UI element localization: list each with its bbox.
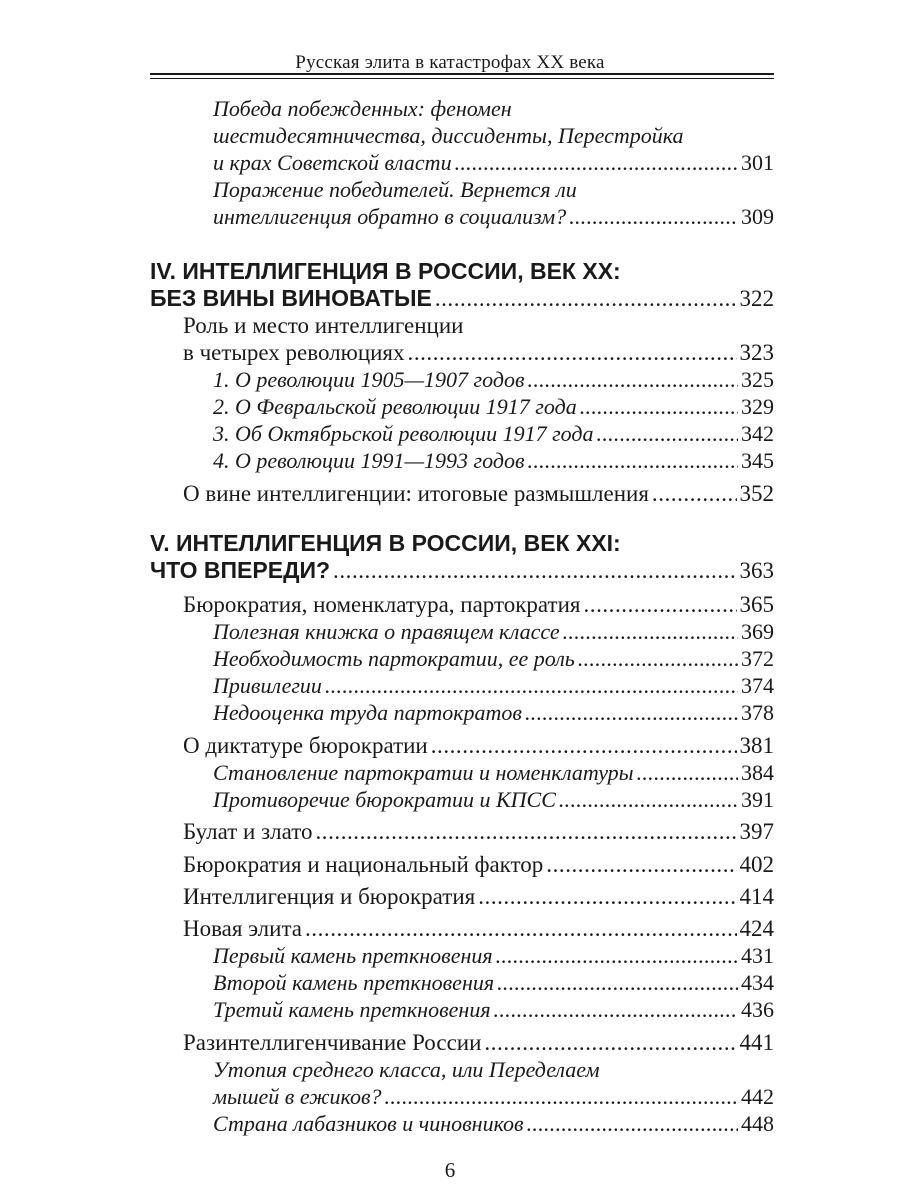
- toc-entry-title: Привилегии: [213, 673, 322, 698]
- dot-leader: [527, 1110, 738, 1137]
- dot-leader: [559, 786, 738, 813]
- toc-page-number: 322: [739, 286, 774, 311]
- dot-leader: [435, 285, 737, 312]
- toc-page-number: 329: [741, 394, 774, 419]
- toc-entry-polez: [213, 618, 774, 645]
- toc-entry-title: 2. О Февральской революции 1917 года: [213, 394, 577, 419]
- toc-entry-kamen1: [213, 942, 774, 969]
- toc-page-number: 436: [741, 997, 774, 1022]
- toc-page-number: 442: [741, 1084, 774, 1109]
- toc-entry-title: БЕЗ ВИНЫ ВИНОВАТЫЕ: [150, 285, 432, 311]
- toc-entry-title: Второй камень преткновения: [213, 970, 495, 995]
- running-head: Русская элита в катастрофах XX века: [295, 52, 605, 73]
- dot-leader: [569, 203, 738, 230]
- toc-entry-title: О диктатуре бюрократии: [183, 733, 428, 758]
- toc-entry-title: О вине интеллигенции: итоговые размышления: [183, 481, 649, 506]
- toc-entry-title: Интеллигенция и бюрократия: [183, 884, 476, 909]
- toc-entry-title: Бюрократия, номенклатура, партократия: [183, 592, 581, 617]
- toc-page-number: 323: [739, 340, 774, 365]
- toc-entry-novelita: [183, 915, 774, 942]
- toc-page-number: 342: [741, 421, 774, 446]
- toc-page-number: 365: [739, 592, 774, 617]
- toc-page-number: 309: [741, 204, 774, 229]
- dot-leader: [597, 420, 738, 447]
- dot-leader: [497, 969, 738, 996]
- toc-entry-nedoots: [213, 699, 774, 726]
- toc-page-number: 441: [739, 1030, 774, 1055]
- toc-page-number: 378: [741, 700, 774, 725]
- toc-entry-title: и крах Советской власти: [213, 150, 452, 175]
- toc-entry-strana: [213, 1110, 774, 1137]
- dot-leader: [455, 149, 738, 176]
- toc-entry-title: 4. О революции 1991—1993 годов: [213, 448, 525, 473]
- toc-entry-razint: [183, 1029, 774, 1056]
- toc-entry-title: Полезная книжка о правящем классе: [213, 619, 560, 644]
- page-number: 6: [444, 1158, 456, 1182]
- dot-leader: [484, 1029, 736, 1056]
- toc-entry-title: Разинтеллигенчивание России: [183, 1030, 482, 1055]
- toc-entry-rev4: [213, 447, 774, 474]
- dot-leader: [305, 915, 737, 942]
- toc-page-number: 381: [739, 733, 774, 758]
- toc-entry-pobeda: [213, 149, 774, 176]
- toc-entry-vina: [183, 480, 774, 507]
- toc-entry-pobeda-line1: Победа побежденных: феномен: [213, 96, 512, 121]
- toc-page-number: 391: [741, 787, 774, 812]
- dot-leader: [652, 480, 737, 507]
- toc-entry-utop: [213, 1083, 774, 1110]
- toc-entry-rev1: [213, 366, 774, 393]
- toc-entry-title: в четырех революциях: [183, 340, 405, 365]
- dot-leader: [478, 883, 736, 910]
- dot-leader: [408, 339, 737, 366]
- toc-page-number: 352: [739, 481, 774, 506]
- toc-entry-title: Противоречие бюрократии и КПСС: [213, 787, 556, 812]
- toc-entry-stanovl: [213, 759, 774, 786]
- dot-leader: [583, 591, 736, 618]
- dot-leader: [580, 393, 738, 420]
- dot-leader: [563, 618, 738, 645]
- dot-leader: [637, 759, 738, 786]
- toc-entry-kamen2: [213, 969, 774, 996]
- toc-entry-intbyuro: [183, 883, 774, 910]
- toc-entry-title: интеллигенция обратно в социализм?: [213, 204, 567, 229]
- toc-entry-protiv: [213, 786, 774, 813]
- toc-page-number: 301: [741, 150, 774, 175]
- toc-entry-neobh: [213, 645, 774, 672]
- toc-entry-title: Необходимость партократии, ее роль: [213, 646, 575, 671]
- toc-page-number: 372: [741, 646, 774, 671]
- dot-leader: [496, 942, 738, 969]
- toc-entry-title: Недооценка труда партократов: [213, 700, 522, 725]
- toc-page-number: 431: [741, 943, 774, 968]
- toc-entry-natsfakt: [183, 851, 774, 878]
- toc-entry-title: мышей в ежиков?: [213, 1084, 382, 1109]
- dot-leader: [325, 672, 738, 699]
- dot-leader: [546, 851, 736, 878]
- toc-entry-porazh: [213, 203, 774, 230]
- toc-entry-title: Третий камень преткновения: [213, 997, 491, 1022]
- toc-entry-title: 1. О революции 1905—1907 годов: [213, 367, 525, 392]
- toc-page-number: 434: [741, 970, 774, 995]
- header-rule-thin: [150, 78, 774, 79]
- chapter-4-heading-line1: IV. ИНТЕЛЛИГЕНЦИЯ В РОССИИ, ВЕК XX:: [150, 258, 621, 284]
- toc-page-number: 325: [741, 367, 774, 392]
- dot-leader: [333, 557, 736, 584]
- toc-entry-bulat: [183, 818, 774, 845]
- dot-leader: [525, 699, 738, 726]
- chapter-5-heading-line1: V. ИНТЕЛЛИГЕНЦИЯ В РОССИИ, ВЕК XXI:: [150, 530, 621, 556]
- toc-entry-rev2: [213, 393, 774, 420]
- dot-leader: [528, 366, 738, 393]
- dot-leader: [431, 732, 737, 759]
- toc-entry-kamen3: [213, 996, 774, 1023]
- header-rule-thick: [150, 73, 774, 75]
- toc-entry-title: Становление партократии и номенклатуры: [213, 760, 634, 785]
- toc-page-number: 363: [739, 558, 774, 583]
- dot-leader: [528, 447, 738, 474]
- toc-entry-utop-line1: Утопия среднего класса, или Переделаем: [213, 1057, 600, 1082]
- toc-page-number: 424: [739, 916, 774, 941]
- toc-entry-rol: [183, 339, 774, 366]
- toc-page-number: 402: [739, 852, 774, 877]
- toc-entry-byuro: [183, 591, 774, 618]
- toc-page-number: 448: [741, 1111, 774, 1136]
- dot-leader: [578, 645, 738, 672]
- toc-page-number: 397: [739, 819, 774, 844]
- dot-leader: [494, 996, 738, 1023]
- toc-entry-title: Первый камень преткновения: [213, 943, 493, 968]
- toc-entry-porazh-line1: Поражение победителей. Вернется ли: [213, 177, 577, 202]
- toc-entry-title: Новая элита: [183, 916, 302, 941]
- dot-leader: [316, 818, 737, 845]
- toc-entry-rev3: [213, 420, 774, 447]
- toc-entry-rol-line1: Роль и место интеллигенции: [183, 313, 464, 338]
- toc-entry-title: 3. Об Октябрьской революции 1917 года: [213, 421, 594, 446]
- toc-entry-diktat: [183, 732, 774, 759]
- chapter-5-heading: [150, 557, 774, 584]
- toc-entry-title: ЧТО ВПЕРЕДИ?: [150, 557, 331, 583]
- toc-page-number: 384: [741, 760, 774, 785]
- toc-entry-pobeda-line2: шестидесятничества, диссиденты, Перестройка: [213, 123, 684, 148]
- toc-entry-title: Страна лабазников и чиновников: [213, 1111, 524, 1136]
- toc-entry-title: Булат и злато: [183, 819, 313, 844]
- toc-entry-title: Бюрократия и национальный фактор: [183, 852, 544, 877]
- toc-page-number: 345: [741, 448, 774, 473]
- dot-leader: [385, 1083, 738, 1110]
- toc-page-number: 369: [741, 619, 774, 644]
- toc-entry-privil: [213, 672, 774, 699]
- chapter-4-heading: [150, 285, 774, 312]
- toc-page-number: 414: [739, 884, 774, 909]
- toc-page-number: 374: [741, 673, 774, 698]
